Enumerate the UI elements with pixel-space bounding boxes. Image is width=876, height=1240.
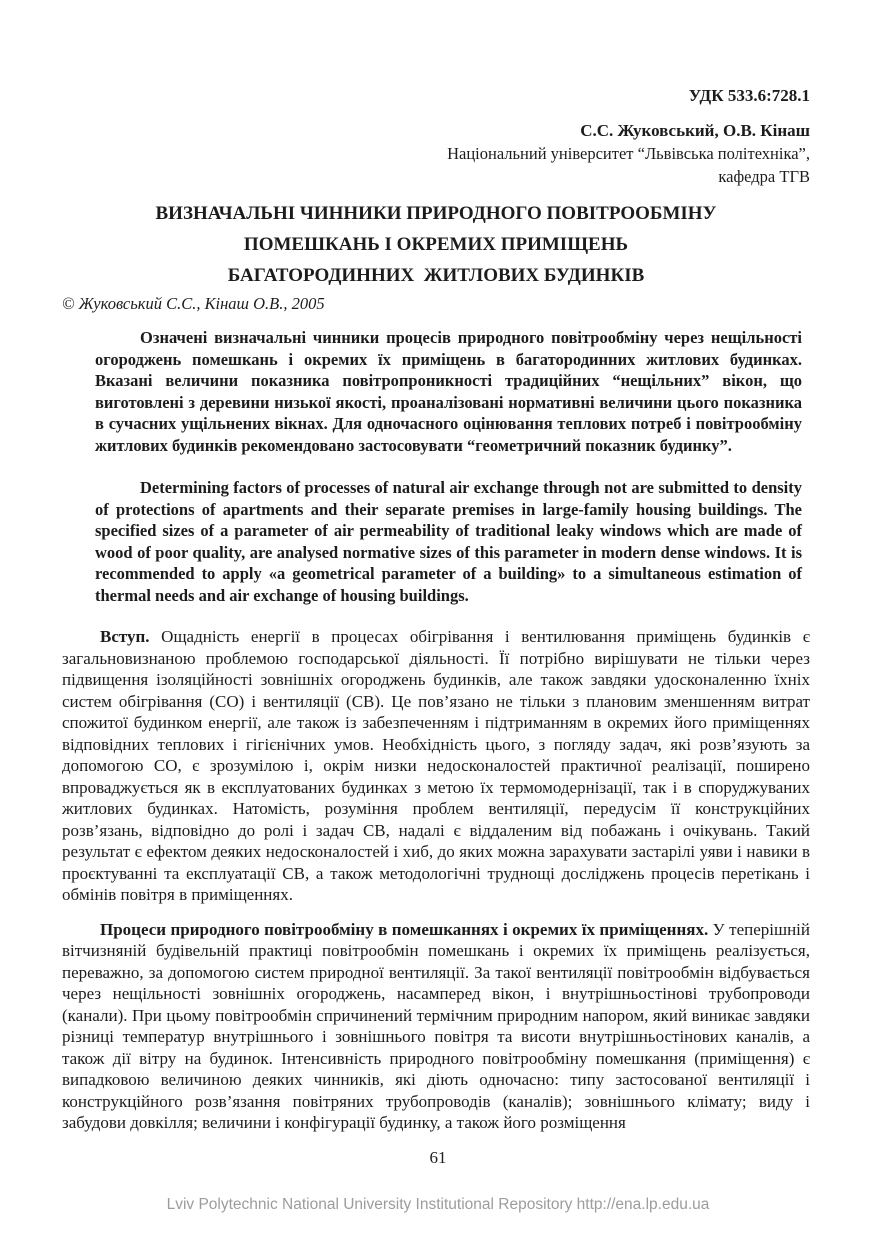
abstract-english: Determining factors of processes of natural air exchange through not are submitted to density of protections of apartments and their separate premises in large-family housing buildings. The specified sizes of a parameter of air permeability of traditional leaky windows which are made of wood of poor quality, are analysed normative sizes of this parameter in modern dense windows. It is recommended to apply «a geometrical parameter of a building» to a simultaneous estimation of thermal needs and air exchange of housing buildings. <box>95 478 802 605</box>
department-line: кафедра ТГВ <box>718 167 810 186</box>
intro-text: Ощадність енергії в процесах обігрівання і вентилювання приміщень будинків є загальновизнаною проблемою господарської діяльності. Її потрібно вирішувати не тільки через підвищення ізоляційності зовнішніх огороджень будинків, але також завдяки удосконаленню їхніх систем обігрівання (СО) і вентиляції (СВ). Це пов’язано не тільки з плановим зменшенням витрат спожитої будинком енергії, але також із забезпеченням і підтриманням в окремих його приміщеннях відповідних теплових і гігієнічних умов. Необхідність цього, з погляду задач, які розв’язують за допомогою СО, є зрозумілою і, окрім низки недосконалостей практичної реалізації, поширено впроваджується як в експлуатованих будинках з метою їх термомодернізації, так і в споруджуваних житлових будинках. Натомість, розуміння проблем вентиляції, передусім її конструкційних розв’язань, відповідно до ролі і задач СВ, надалі є віддаленим від побажань і очікувань. Такий результат є ефектом деяких недосконалостей і хиб, до яких можна зарахувати застарілі уяви і навики в проєктуванні та експлуатації СВ, а також методологічні труднощі досліджень процесів перетікань і обмінів повітря в приміщеннях. <box>62 627 810 904</box>
processes-lead: Процеси природного повітрообміну в помешканнях і окремих їх приміщеннях. <box>100 919 709 939</box>
processes-text: У теперішній вітчизняній будівельній практиці повітрообмін помешкань і окремих їх приміщень реалізується, переважно, за допомогою систем природної вентиляції. За такої вентиляції повітрообмін відбувається через нещільності зовнішніх огороджень, насамперед вікон, і внутрішньостінові трубопроводи (канали). При цьому повітрообмін спричинений термічним природним напором, який виникає завдяки різниці температур внутрішнього і зовнішнього повітря та висоти внутрішньостінових каналів, а також дії вітру на будинок. Інтенсивність природного повітрообміну помешкання (приміщення) є випадковою величиною деяких чинників, які діють одночасно: типу застосованої вентиляції і конструкційного розв’язання повітряних трубопроводів (каналів); зовнішнього клімату; виду і забудови довкілля; величини і конфігурації будинку, а також його розміщення <box>62 919 810 1132</box>
repository-footer: Lviv Polytechnic National University Institutional Repository http://ena.lp.edu.ua <box>166 1196 710 1213</box>
udc-number: УДК 533.6:728.1 <box>688 86 810 105</box>
copyright-line: © Жуковський С.С., Кінаш О.В., 2005 <box>62 294 325 313</box>
authors-line: С.С. Жуковський, О.В. Кінаш <box>580 121 810 140</box>
intro-paragraph <box>62 626 810 906</box>
header-block <box>62 84 810 188</box>
title-line-3: БАГАТОРОДИННИХ ЖИТЛОВИХ БУДИНКІВ <box>227 265 645 286</box>
title-line-1: ВИЗНАЧАЛЬНІ ЧИННИКИ ПРИРОДНОГО ПОВІТРООБМІНУ <box>155 203 717 224</box>
paper-title <box>62 198 810 291</box>
abstract-ukrainian: Означені визначальні чинники процесів природного повітрообміну через нещільності огороджень помешкань і окремих їх приміщень в багатородинних житлових будинках. Вказані величини показника повітропроникності традиційних “нещільних” вікон, що виготовлені з деревини низької якості, проаналізовані нормативні величини цього показника в сучасних ущільнених вікнах. Для одночасного оцінювання теплових потреб і повітрообміну житлових будинків рекомендовано застосовувати “геометричний показник будинку”. <box>95 328 802 455</box>
intro-lead: Вступ. <box>100 627 150 646</box>
processes-paragraph <box>62 919 810 1134</box>
affiliation-line: Національний університет “Львівська політехніка”, <box>447 144 810 163</box>
page-number: 61 <box>429 1148 447 1167</box>
title-line-2: ПОМЕШКАНЬ І ОКРЕМИХ ПРИМІЩЕНЬ <box>243 234 629 255</box>
